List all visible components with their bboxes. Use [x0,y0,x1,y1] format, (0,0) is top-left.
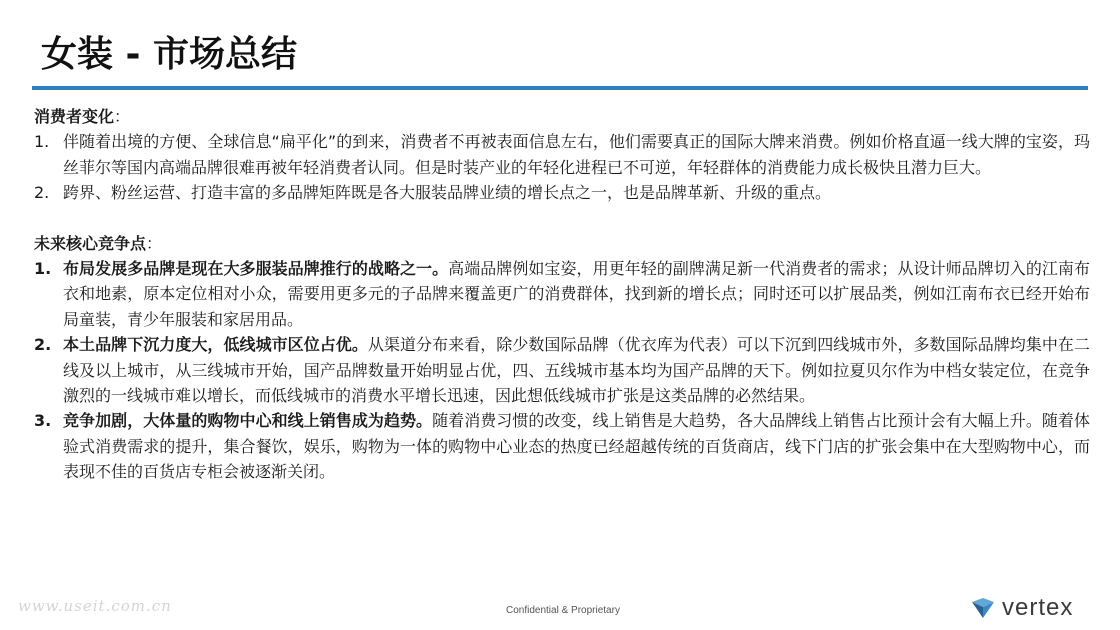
future-item-text: 高端品牌例如宝姿，用更年轻的副牌满足新一代消费者的需求；从设计师品牌切入的江南布衣和地素，原本定位相对小众，需要用更多元的子品牌来覆盖更广的消费群体，找到新的增长点；同时还可以扩展品类，例如江南布衣已经开始布局童装，青少年服装和家居用品。 [63,259,1090,329]
future-heading-text: 未来核心竞争点 [34,233,147,253]
slide-title: 女装 - 市场总结 [41,34,298,75]
future-heading [34,231,1090,256]
vertex-logo-icon [970,597,996,619]
consumer-heading [34,104,1090,129]
future-item-lead: 布局发展多品牌是现在大多服装品牌推行的战略之一。 [63,259,449,279]
future-item-body [63,256,1090,332]
logo-wordmark: vertex [1002,594,1074,621]
consumer-item [34,180,1090,205]
consumer-heading-colon: ： [114,107,131,126]
section-spacer [34,206,1090,231]
future-item [34,332,1090,408]
future-item [34,408,1090,484]
future-item-number: 1. [34,259,52,279]
future-item-number: 2. [34,335,52,355]
consumer-item-text: 跨界、粉丝运营、打造丰富的多品牌矩阵既是各大服装品牌业绩的增长点之一，也是品牌革新、升级的重点。 [63,183,832,203]
future-item-text: 从渠道分布来看，除少数国际品牌（优衣库为代表）可以下沉到四线城市外，多数国际品牌均集中在二线及以上城市，从三线城市开始，国产品牌数量开始明显占优，四、五线城市基本均为国产品牌的天下。例如拉夏贝尔作为中档女装定位，在竞争激烈的一线城市难以增长，而低线城市的消费水平增长迅速，因此想低线城市扩张是这类品牌的必然结果。 [63,335,1090,406]
consumer-item-number: 1. [34,132,50,152]
confidential-label: Confidential & Proprietary [506,605,620,616]
consumer-item-number: 2. [34,183,50,203]
title-divider [32,86,1088,90]
slide-body [34,104,1090,485]
vertex-logo [970,596,1073,620]
future-heading-colon: ： [146,233,163,253]
watermark-text: www.useit.com.cn [18,597,172,615]
future-item [34,256,1090,332]
future-item-lead: 竞争加剧，大体量的购物中心和线上销售成为趋势。 [63,411,433,431]
consumer-heading-text: 消费者变化 [34,107,115,126]
consumer-item [34,129,1090,180]
future-item-text: 随着消费习惯的改变，线上销售是大趋势，各大品牌线上销售占比预计会有大幅上升。随着体验式消费需求的提升，集合餐饮，娱乐，购物为一体的购物中心业态的热度已经超越传统的百货商店，线下门店的扩张会集中在大型购物中心，而表现不佳的百货店专柜会被逐渐关闭。 [63,411,1090,482]
consumer-item-text: 伴随着出境的方便、全球信息“扁平化”的到来，消费者不再被表面信息左右，他们需要真正的国际大牌来消费。例如价格直逼一线大牌的宝姿，玛丝菲尔等国内高端品牌很难再被年轻消费者认同。但是时装产业的年轻化进程已不可逆，年轻群体的消费能力成长极快且潜力巨大。 [63,132,1090,177]
future-item-number: 3. [34,411,52,431]
future-item-body [63,332,1090,408]
future-item-lead: 本土品牌下沉力度大，低线城市区位占优。 [63,335,368,355]
future-item-body [63,408,1090,484]
